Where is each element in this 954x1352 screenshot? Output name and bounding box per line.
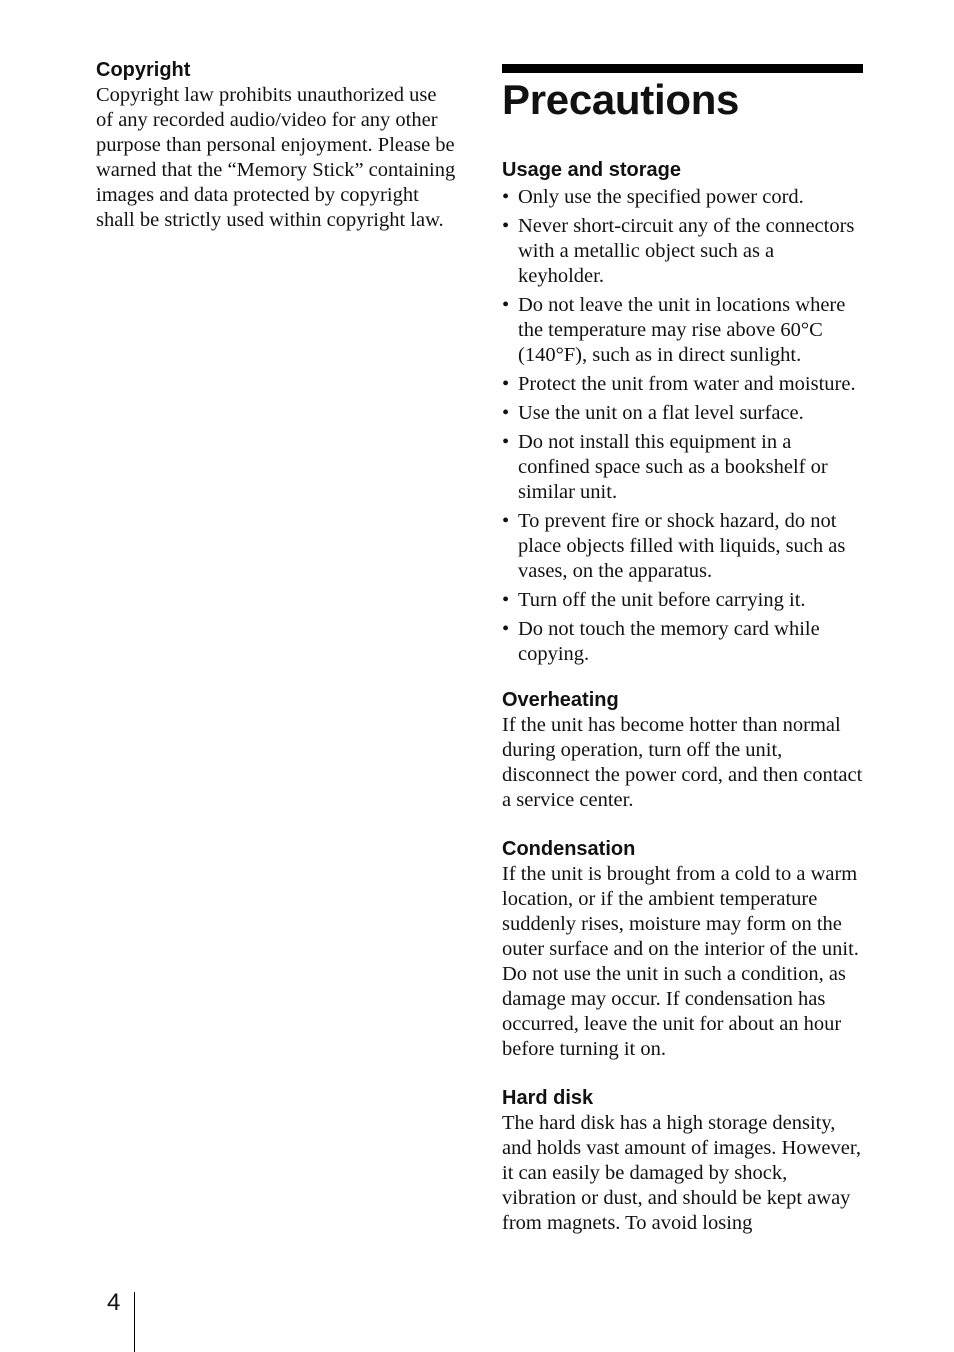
bullet-icon: • bbox=[502, 373, 510, 395]
hard-disk-heading: Hard disk bbox=[502, 1087, 594, 1109]
copyright-heading: Copyright bbox=[96, 59, 191, 81]
list-item-text: Do not leave the unit in locations where the temperature may rise above 60°C (140°F), such as in direct sunlight. bbox=[518, 294, 846, 366]
list-item bbox=[502, 509, 864, 584]
overheating-section bbox=[502, 688, 864, 813]
usage-storage-list bbox=[502, 185, 864, 667]
page-title: Precautions bbox=[502, 76, 740, 123]
list-item-text: Do not touch the memory card while copying. bbox=[518, 618, 820, 665]
bullet-icon: • bbox=[502, 589, 510, 611]
list-item bbox=[502, 588, 864, 613]
footer-divider bbox=[134, 1292, 135, 1352]
list-item-text: Use the unit on a flat level surface. bbox=[518, 402, 804, 424]
bullet-icon: • bbox=[502, 294, 510, 316]
list-item-text: To prevent fire or shock hazard, do not place objects filled with liquids, such as vases, on the apparatus. bbox=[518, 510, 846, 582]
overheating-body: If the unit has become hotter than normal during operation, turn off the unit, disconnect the power cord, and then contact a service center. bbox=[502, 714, 863, 811]
list-item bbox=[502, 617, 864, 667]
copyright-body: Copyright law prohibits unauthorized use of any recorded audio/video for any other purpose than personal enjoyment. Please be warned that the “Memory Stick” containing images and data protected by copyright shall be strictly used within copyright law. bbox=[96, 84, 456, 231]
condensation-body: If the unit is brought from a cold to a warm location, or if the ambient temperature suddenly rises, moisture may form on the outer surface and on the interior of the unit. Do not use the unit in such a condition, as damage may occur. If condensation has occurred, leave the unit for about an hour before turning it on. bbox=[502, 863, 859, 1060]
condensation-heading: Condensation bbox=[502, 838, 636, 860]
title-rule bbox=[502, 64, 863, 73]
list-item bbox=[502, 372, 864, 397]
list-item-text: Never short-circuit any of the connectors with a metallic object such as a keyholder. bbox=[518, 215, 855, 287]
hard-disk-body: The hard disk has a high storage density, and holds vast amount of images. However, it can easily be damaged by shock, vibration or dust, and should be kept away from magnets. To avoid losing bbox=[502, 1112, 861, 1234]
usage-storage-section bbox=[502, 158, 864, 667]
bullet-icon: • bbox=[502, 402, 510, 424]
usage-storage-heading: Usage and storage bbox=[502, 159, 681, 181]
copyright-column bbox=[96, 58, 458, 233]
list-item-text: Do not install this equipment in a confined space such as a bookshelf or similar unit. bbox=[518, 431, 828, 503]
precautions-column bbox=[502, 64, 864, 1236]
bullet-icon: • bbox=[502, 186, 510, 208]
list-item bbox=[502, 293, 864, 368]
list-item bbox=[502, 401, 864, 426]
list-item bbox=[502, 185, 864, 210]
list-item-text: Only use the specified power cord. bbox=[518, 186, 804, 208]
list-item-text: Protect the unit from water and moisture. bbox=[518, 373, 856, 395]
list-item bbox=[502, 214, 864, 289]
copyright-section bbox=[96, 58, 458, 233]
hard-disk-section bbox=[502, 1086, 864, 1236]
page-number: 4 bbox=[107, 1289, 121, 1316]
bullet-icon: • bbox=[502, 618, 510, 640]
list-item-text: Turn off the unit before carrying it. bbox=[518, 589, 806, 611]
condensation-section bbox=[502, 837, 864, 1062]
overheating-heading: Overheating bbox=[502, 689, 619, 711]
bullet-icon: • bbox=[502, 510, 510, 532]
bullet-icon: • bbox=[502, 431, 510, 453]
list-item bbox=[502, 430, 864, 505]
bullet-icon: • bbox=[502, 215, 510, 237]
